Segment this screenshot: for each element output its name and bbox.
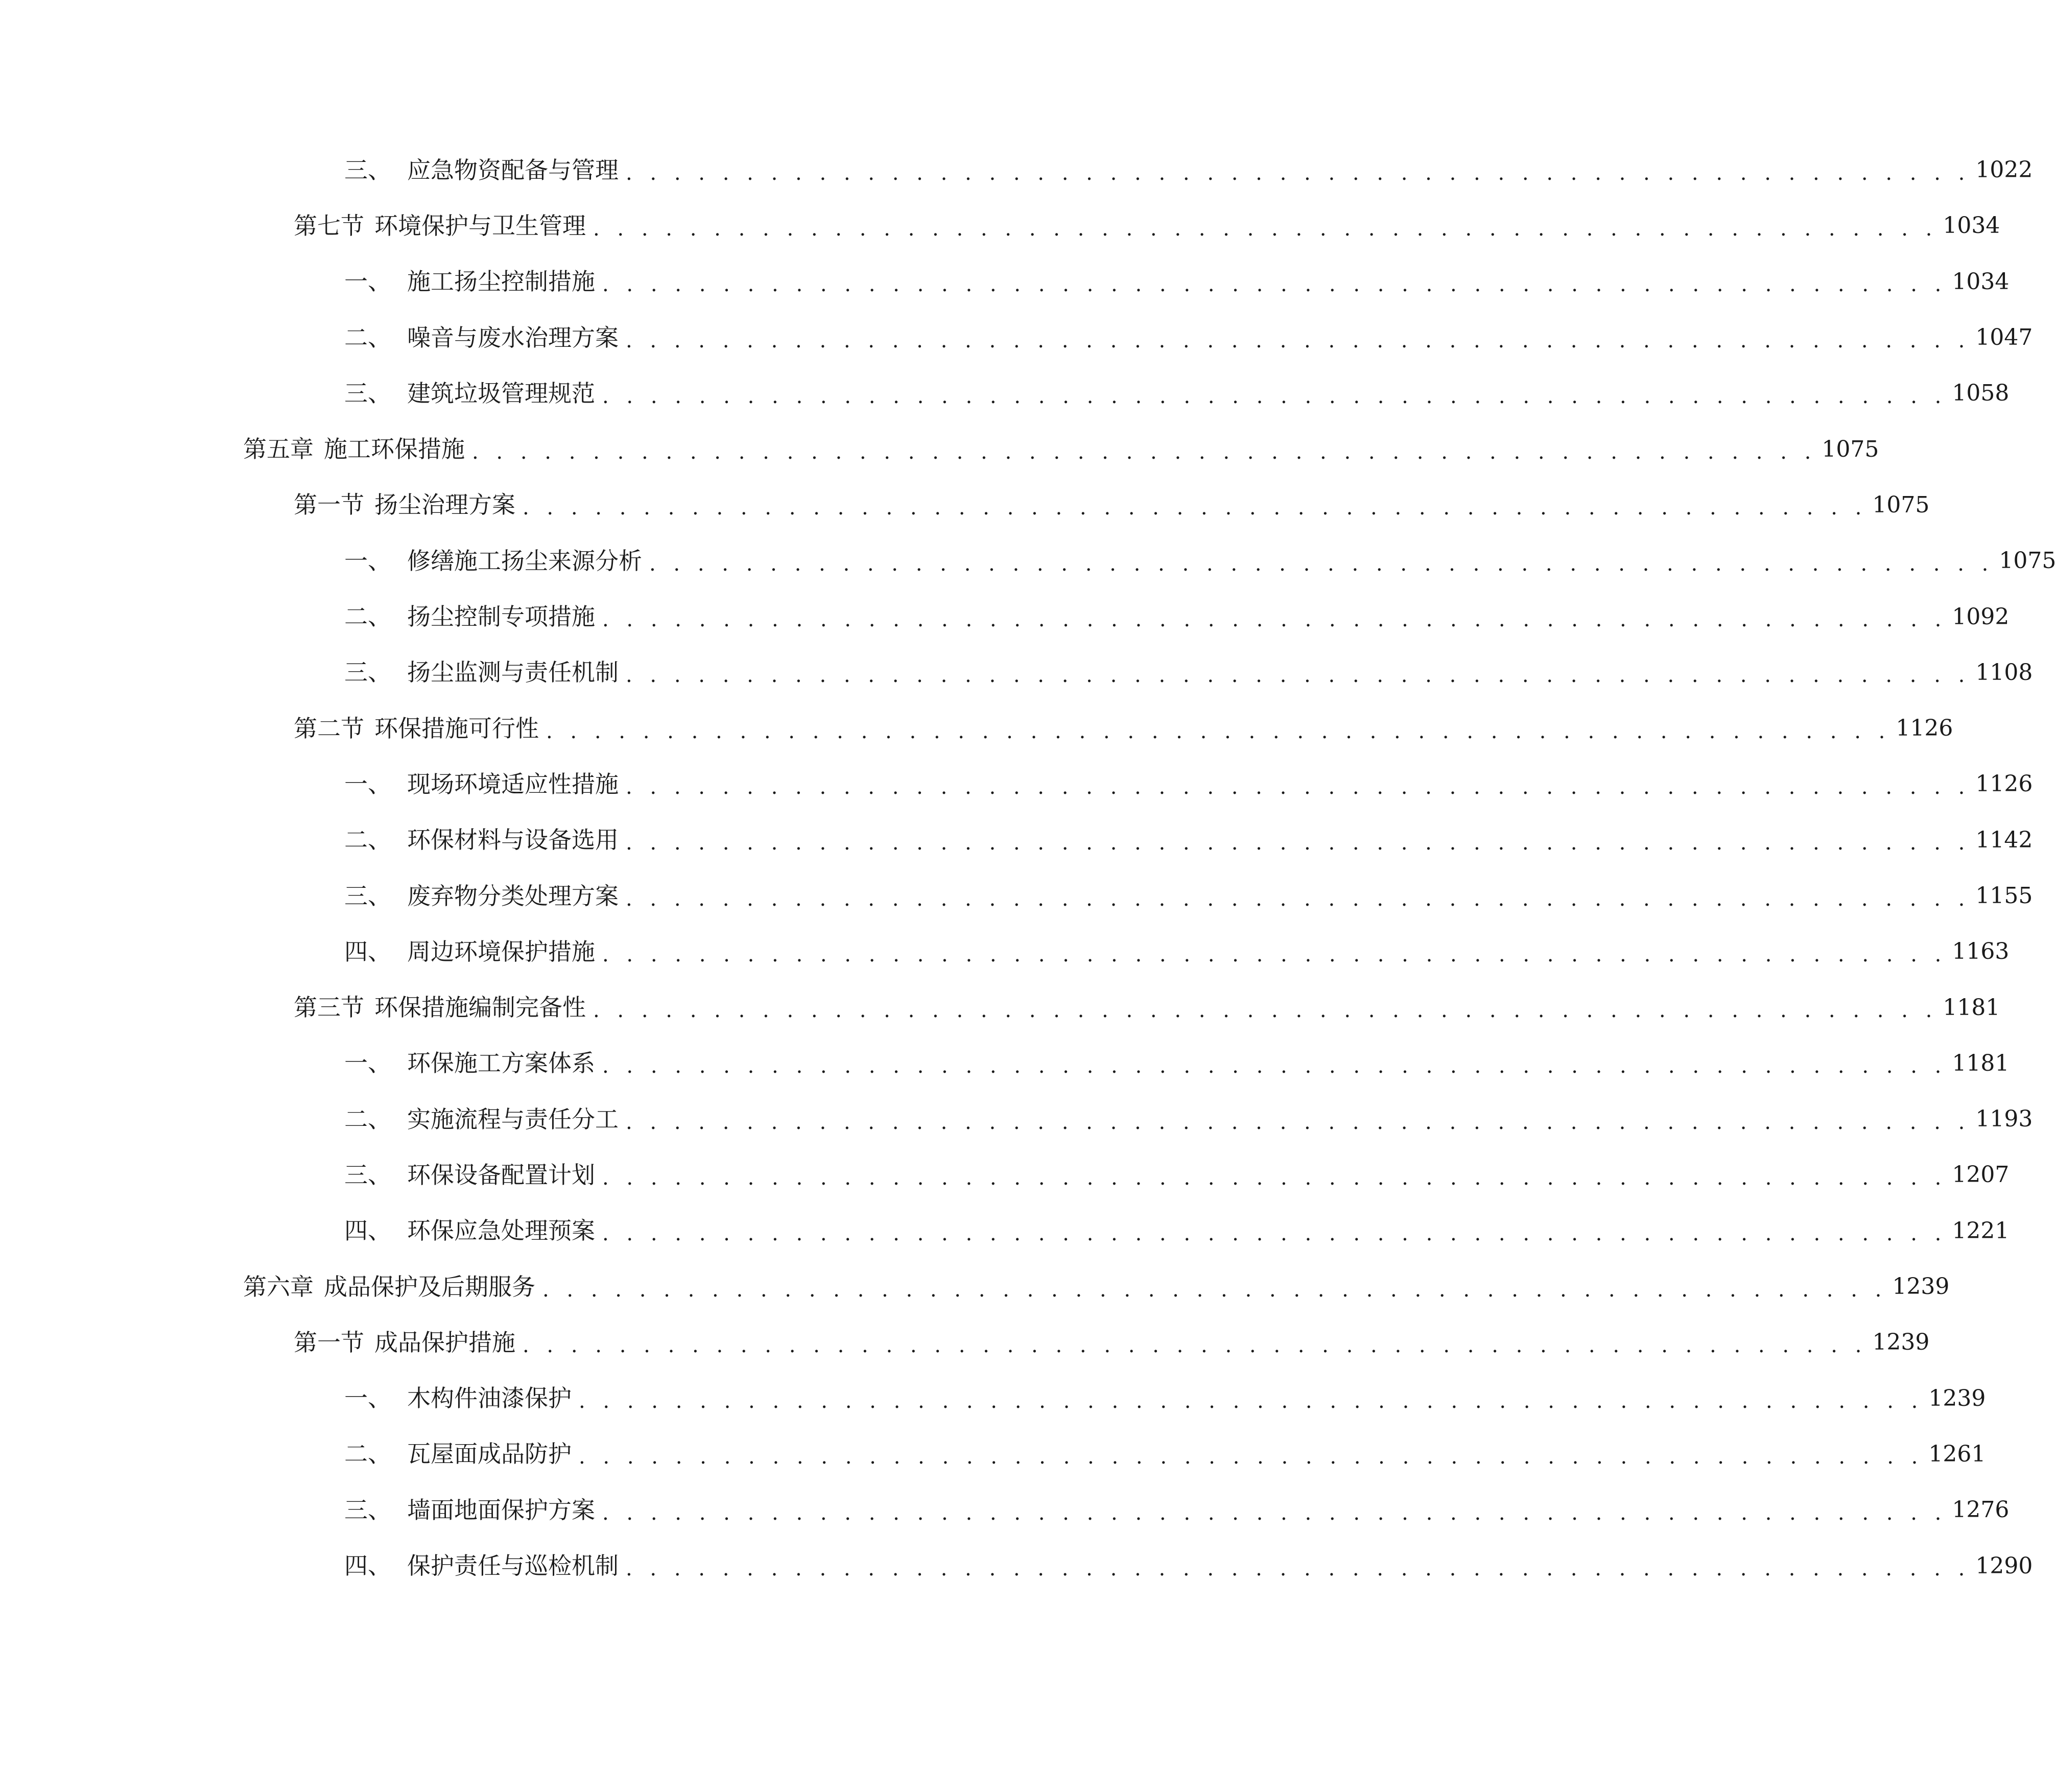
toc-entry-page-number: 1261 [1928,1441,1986,1467]
toc-entry-page-number: 1092 [1952,603,2010,630]
toc-entry-page-number: 1108 [1975,659,2033,686]
toc-entry[interactable] [0,421,1879,477]
toc-entry-number: 第三节 [294,994,364,1022]
toc-entry-label [344,268,595,296]
toc-entry-title: 扬尘监测与责任机制 [407,658,619,687]
toc-dot-leader: . . . . . . . . . . . . . . . . . . . . . . . . . . . . . . . . . . . . . . . . . . . . . . . . . . . . . . . . [626,161,1971,185]
toc-dot-leader: . . . . . . . . . . . . . . . . . . . . . . . . . . . . . . . . . . . . . . . . . . . . . . . . . . . . . . . . [602,942,1947,966]
toc-entry-label [243,1272,535,1301]
toc-dot-leader: . . . . . . . . . . . . . . . . . . . . . . . . . . . . . . . . . . . . . . . . . . . . . . . . . . . . . . . . [546,719,1891,743]
toc-dot-leader: . . . . . . . . . . . . . . . . . . . . . . . . . . . . . . . . . . . . . . . . . . . . . . . . . . . . . . . . [626,1557,1971,1581]
toc-entry-title: 周边环境保护措施 [407,937,595,965]
toc-entry-page-number: 1075 [1822,436,1879,462]
toc-entry-label [294,1328,515,1356]
toc-entry-number: 第一节 [294,491,364,519]
toc-entry-title: 施工扬尘控制措施 [407,268,595,296]
toc-entry-number: 三、 [344,1496,391,1524]
toc-entry[interactable] [0,310,2033,365]
toc-entry-label [344,603,595,631]
toc-entry-page-number: 1126 [1896,715,1953,742]
toc-entry-page-number: 1163 [1952,938,2010,965]
toc-entry[interactable] [0,1371,1986,1426]
toc-entry-title: 环境保护与卫生管理 [374,211,586,240]
toc-entry-number: 一、 [344,268,391,296]
toc-entry-title: 保护责任与巡检机制 [407,1552,619,1580]
toc-entry-page-number: 1290 [1975,1552,2033,1579]
toc-entry-label [344,1552,619,1580]
toc-entry-number: 三、 [344,882,391,910]
toc-entry-page-number: 1075 [1872,491,1930,518]
toc-entry-page-number: 1155 [1975,883,2033,909]
toc-entry-label [344,158,619,182]
toc-entry-number: 一、 [344,1049,391,1077]
toc-entry-title: 瓦屋面成品防护 [407,1440,572,1468]
toc-dot-leader: . . . . . . . . . . . . . . . . . . . . . . . . . . . . . . . . . . . . . . . . . . . . . . . . . . . . . . . . [602,1222,1947,1246]
toc-entry[interactable] [0,1203,2010,1259]
toc-entry-title: 环保施工方案体系 [407,1049,595,1077]
toc-entry-number: 第五章 [243,435,314,463]
toc-entry-number: 二、 [344,323,391,351]
toc-entry-title: 成品保护措施 [374,1328,515,1356]
toc-entry[interactable] [0,533,2056,588]
toc-dot-leader: . . . . . . . . . . . . . . . . . . . . . . . . . . . . . . . . . . . . . . . . . . . . . . . . . . . . . . . . [626,887,1971,911]
toc-entry-title: 建筑垃圾管理规范 [407,379,595,407]
toc-entry-number: 三、 [344,658,391,687]
toc-entry-page-number: 1181 [1952,1050,2010,1076]
toc-dot-leader: . . . . . . . . . . . . . . . . . . . . . . . . . . . . . . . . . . . . . . . . . . . . . . . . . . . . . . . . [626,328,1971,352]
toc-entry-page-number: 1047 [1975,324,2033,351]
toc-dot-leader: . . . . . . . . . . . . . . . . . . . . . . . . . . . . . . . . . . . . . . . . . . . . . . . . . . . . . . . . [602,608,1947,632]
toc-entry[interactable] [0,1147,2010,1202]
toc-entry-number: 二、 [344,1105,391,1133]
toc-entry-number: 第六章 [243,1272,314,1301]
toc-entry-number: 一、 [344,770,391,798]
table-of-contents [0,142,2056,1594]
toc-entry-label [344,937,595,965]
toc-entry-title: 应急物资配备与管理 [407,156,619,184]
toc-entry-number: 三、 [344,156,391,184]
toc-entry[interactable] [0,1538,2033,1593]
toc-entry-title: 墙面地面保护方案 [407,1496,595,1524]
toc-dot-leader: . . . . . . . . . . . . . . . . . . . . . . . . . . . . . . . . . . . . . . . . . . . . . . . . . . . . . . . . [593,217,1938,241]
toc-entry-number: 三、 [344,379,391,407]
toc-entry-number: 二、 [344,826,391,854]
toc-entry-label [344,828,619,852]
toc-entry-page-number: 1276 [1952,1497,2010,1523]
toc-entry-title: 木构件油漆保护 [407,1384,572,1412]
toc-entry-label [344,658,619,687]
toc-entry[interactable] [0,924,2010,979]
toc-entry-page-number: 1034 [1943,213,2000,239]
toc-entry-page-number: 1207 [1952,1162,2010,1188]
toc-entry[interactable] [0,588,2010,644]
toc-entry-label [344,1498,595,1522]
toc-entry[interactable] [0,868,2033,924]
toc-entry-title: 成品保护及后期服务 [324,1272,535,1301]
toc-entry-label [344,1217,595,1245]
toc-entry[interactable] [0,1482,2010,1538]
toc-entry[interactable] [0,1259,1950,1314]
toc-entry-label [294,994,586,1022]
toc-entry-page-number: 1181 [1943,994,2000,1021]
toc-entry[interactable] [0,979,2000,1035]
toc-entry-number: 二、 [344,1440,391,1468]
toc-entry-label [344,1163,595,1187]
toc-entry-page-number: 1239 [1928,1385,1986,1411]
toc-entry-number: 二、 [344,603,391,631]
toc-dot-leader: . . . . . . . . . . . . . . . . . . . . . . . . . . . . . . . . . . . . . . . . . . . . . . . . . . . . . . . . [649,552,1994,576]
toc-entry-number: 一、 [344,547,391,575]
toc-entry-number: 第七节 [294,211,364,240]
toc-dot-leader: . . . . . . . . . . . . . . . . . . . . . . . . . . . . . . . . . . . . . . . . . . . . . . . . . . . . . . . . [602,273,1947,297]
toc-dot-leader: . . . . . . . . . . . . . . . . . . . . . . . . . . . . . . . . . . . . . . . . . . . . . . . . . . . . . . . . [626,1110,1971,1134]
toc-entry[interactable] [0,365,2010,421]
toc-dot-leader: . . . . . . . . . . . . . . . . . . . . . . . . . . . . . . . . . . . . . . . . . . . . . . . . . . . . . . . . [542,1278,1887,1302]
toc-entry-page-number: 1075 [1999,548,2056,574]
toc-entry[interactable] [0,645,2033,700]
toc-entry-title: 环保应急处理预案 [407,1217,595,1245]
toc-entry-label [294,714,539,742]
toc-entry-page-number: 1142 [1975,827,2033,853]
toc-entry-page-number: 1034 [1952,268,2010,295]
toc-dot-leader: . . . . . . . . . . . . . . . . . . . . . . . . . . . . . . . . . . . . . . . . . . . . . . . . . . . . . . . . [626,775,1971,799]
toc-entry-title: 环保措施编制完备性 [374,994,586,1022]
toc-entry-number: 四、 [344,1552,391,1580]
toc-entry-label [294,491,515,519]
toc-dot-leader: . . . . . . . . . . . . . . . . . . . . . . . . . . . . . . . . . . . . . . . . . . . . . . . . . . . . . . . . [579,1445,1924,1469]
toc-dot-leader: . . . . . . . . . . . . . . . . . . . . . . . . . . . . . . . . . . . . . . . . . . . . . . . . . . . . . . . . [626,664,1971,688]
toc-entry-label [344,1051,595,1075]
toc-dot-leader: . . . . . . . . . . . . . . . . . . . . . . . . . . . . . . . . . . . . . . . . . . . . . . . . . . . . . . . . [626,831,1971,855]
toc-dot-leader: . . . . . . . . . . . . . . . . . . . . . . . . . . . . . . . . . . . . . . . . . . . . . . . . . . . . . . . . [602,384,1947,408]
toc-entry-label [344,772,619,796]
toc-entry[interactable] [0,477,1930,533]
toc-dot-leader: . . . . . . . . . . . . . . . . . . . . . . . . . . . . . . . . . . . . . . . . . . . . . . . . . . . . . . . . [602,1501,1947,1525]
toc-entry[interactable] [0,1035,2010,1091]
toc-entry-page-number: 1221 [1952,1217,2010,1244]
toc-entry-label [344,1386,572,1410]
toc-entry-title: 噪音与废水治理方案 [407,323,619,351]
toc-entry-title: 环保材料与设备选用 [407,826,619,854]
toc-dot-leader: . . . . . . . . . . . . . . . . . . . . . . . . . . . . . . . . . . . . . . . . . . . . . . . . . . . . . . . . [593,999,1938,1023]
toc-entry-page-number: 1126 [1975,771,2033,797]
toc-entry[interactable] [0,756,2033,812]
toc-entry[interactable] [0,812,2033,868]
toc-entry-label [294,211,586,240]
toc-entry-number: 四、 [344,937,391,965]
toc-entry-title: 施工环保措施 [324,435,465,463]
toc-entry-number: 第二节 [294,714,364,742]
toc-entry-label [344,379,595,407]
toc-entry[interactable] [0,254,2010,310]
toc-entry[interactable] [0,142,2033,198]
toc-entry-number: 一、 [344,1384,391,1412]
toc-entry-page-number: 1022 [1975,157,2033,183]
toc-entry-title: 环保措施可行性 [374,714,539,742]
toc-entry-page-number: 1239 [1892,1274,1950,1300]
toc-entry-label [243,437,465,461]
toc-entry-title: 实施流程与责任分工 [407,1105,619,1133]
toc-entry[interactable] [0,700,1953,756]
toc-dot-leader: . . . . . . . . . . . . . . . . . . . . . . . . . . . . . . . . . . . . . . . . . . . . . . . . . . . . . . . . [579,1389,1924,1413]
toc-entry-title: 废弃物分类处理方案 [407,882,619,910]
toc-entry-label [344,884,619,908]
toc-entry-number: 四、 [344,1217,391,1245]
toc-entry[interactable] [0,198,2000,253]
toc-entry-label [344,549,642,573]
toc-entry-title: 扬尘治理方案 [374,491,515,519]
toc-entry-number: 三、 [344,1161,391,1189]
toc-entry[interactable] [0,1314,1930,1370]
toc-dot-leader: . . . . . . . . . . . . . . . . . . . . . . . . . . . . . . . . . . . . . . . . . . . . . . . . . . . . . . . . [472,440,1817,464]
toc-entry-title: 扬尘控制专项措施 [407,603,595,631]
toc-entry-page-number: 1193 [1975,1106,2033,1133]
toc-entry[interactable] [0,1426,1986,1482]
toc-dot-leader: . . . . . . . . . . . . . . . . . . . . . . . . . . . . . . . . . . . . . . . . . . . . . . . . . . . . . . . . [523,1333,1868,1357]
toc-dot-leader: . . . . . . . . . . . . . . . . . . . . . . . . . . . . . . . . . . . . . . . . . . . . . . . . . . . . . . . . [602,1166,1947,1190]
toc-entry-title: 修缮施工扬尘来源分析 [407,547,642,575]
toc-entry-label [344,1107,619,1131]
toc-entry-page-number: 1058 [1952,380,2010,407]
toc-entry-page-number: 1239 [1872,1329,1930,1356]
toc-entry-title: 环保设备配置计划 [407,1161,595,1189]
toc-entry-label [344,1442,572,1466]
toc-entry-label [344,323,619,351]
toc-dot-leader: . . . . . . . . . . . . . . . . . . . . . . . . . . . . . . . . . . . . . . . . . . . . . . . . . . . . . . . . [602,1054,1947,1078]
toc-entry[interactable] [0,1091,2033,1147]
toc-entry-title: 现场环境适应性措施 [407,770,619,798]
toc-dot-leader: . . . . . . . . . . . . . . . . . . . . . . . . . . . . . . . . . . . . . . . . . . . . . . . . . . . . . . . . [523,496,1868,520]
toc-entry-number: 第一节 [294,1328,364,1356]
